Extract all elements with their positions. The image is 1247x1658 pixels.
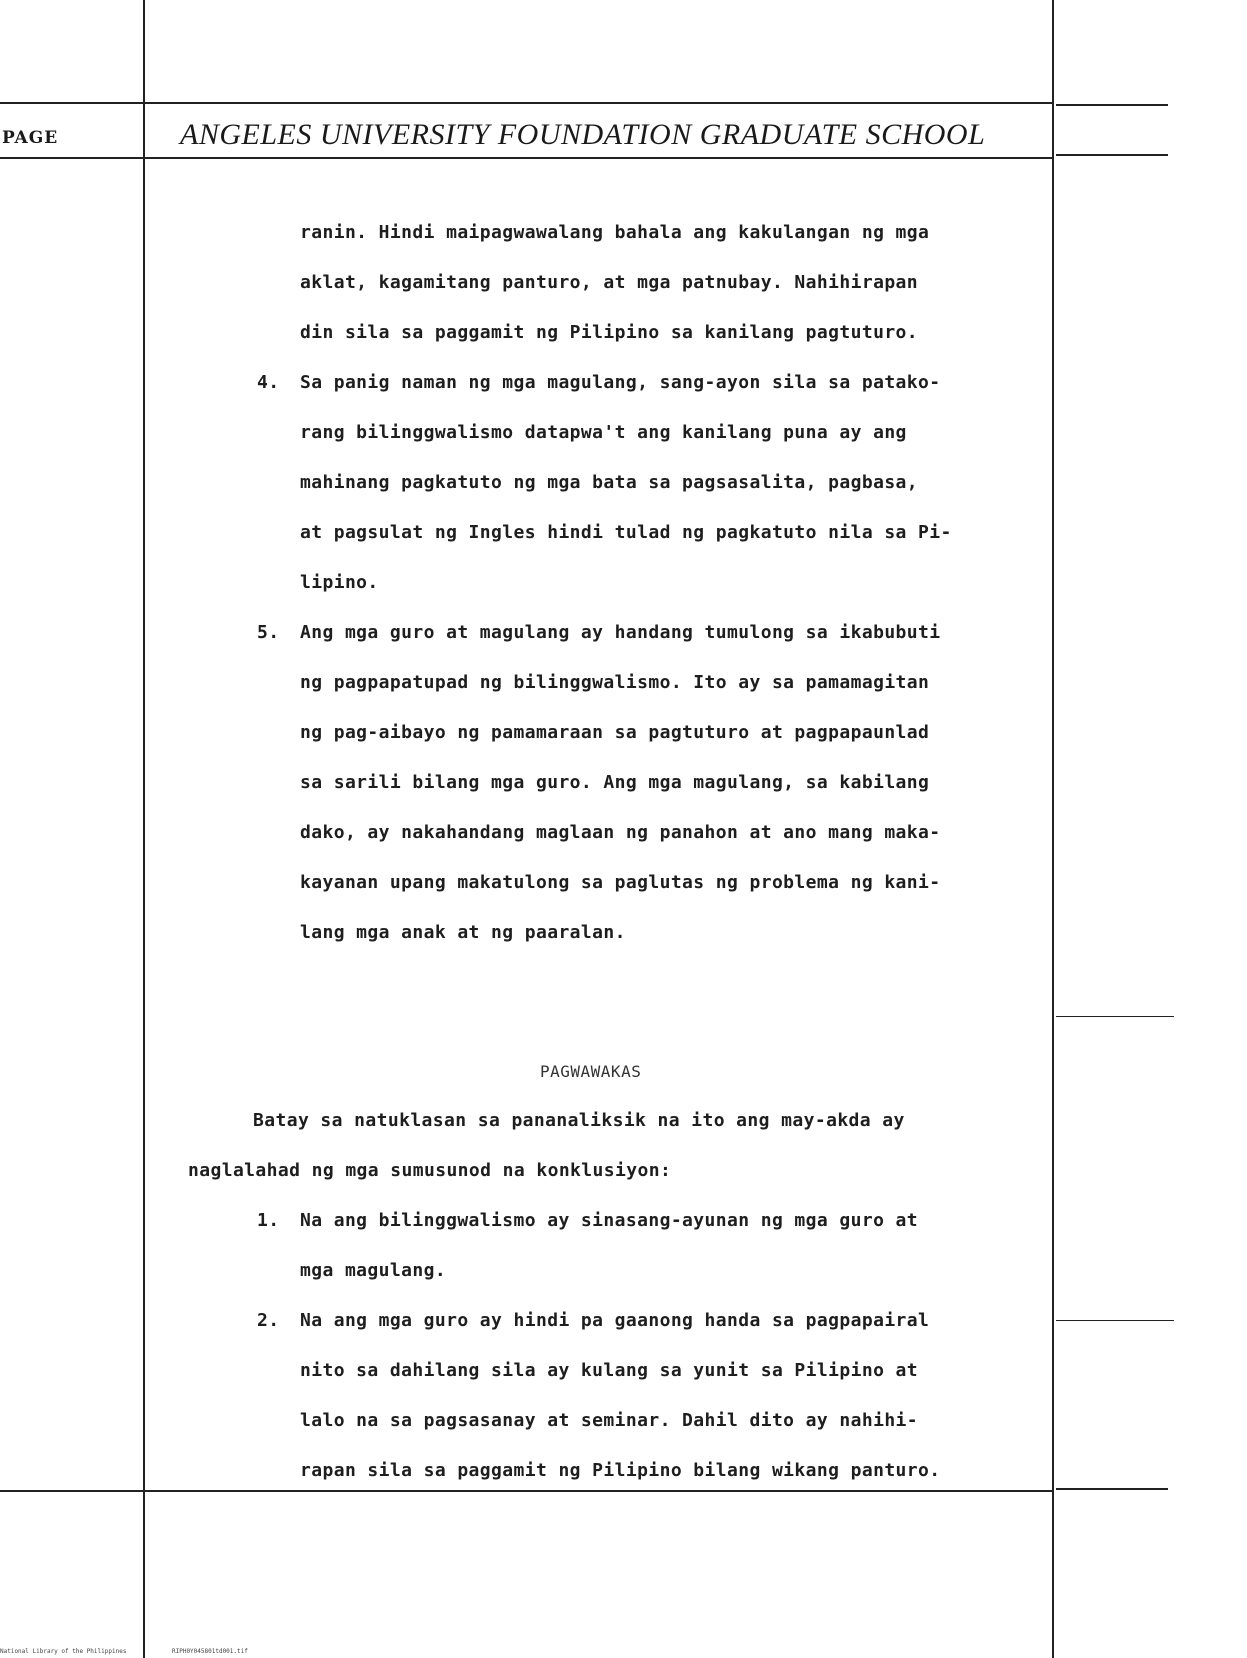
text-line: Na ang bilinggwalismo ay sinasang-ayunan ng mga guro at (300, 1210, 919, 1231)
text-line: ranin. Hindi maipagwawalang bahala ang kakulangan ng mga (300, 222, 930, 243)
footer-rule-right (1056, 1488, 1168, 1490)
text-line: lang mga anak at ng paaralan. (300, 922, 626, 943)
text-line: aklat, kagamitang panturo, at mga patnubay. Nahihirapan (300, 272, 919, 293)
text-line: Batay sa natuklasan sa pananaliksik na ito ang may-akda ay (253, 1110, 905, 1131)
text-line: Ang mga guro at magulang ay handang tumulong sa ikabubuti (300, 622, 941, 643)
text-line: rang bilinggwalismo datapwa't ang kanilang puna ay ang (300, 422, 907, 443)
text-line: sa sarili bilang mga guro. Ang mga magulang, sa kabilang (300, 772, 930, 793)
text-line: Sa panig naman ng mga magulang, sang-ayon sila sa patako- (300, 372, 941, 393)
text-line: nito sa dahilang sila ay kulang sa yunit sa Pilipino at (300, 1360, 919, 1381)
text-line: ng pag-aibayo ng pamamaraan sa pagtuturo at pagpapaunlad (300, 722, 930, 743)
text-line: Na ang mga guro ay hindi pa gaanong handa sa pagpapairal (300, 1310, 930, 1331)
header-top-rule-right (1056, 104, 1168, 106)
page-label: PAGE (2, 128, 59, 148)
text-line: dako, ay nakahandang maglaan ng panahon at ano mang maka- (300, 822, 941, 843)
text-line: mga magulang. (300, 1260, 447, 1281)
header-top-rule (0, 102, 1052, 104)
scan-footer-source: National Library of the Philippines (0, 1648, 127, 1655)
conclusion-number: 2. (257, 1310, 280, 1331)
text-line: ng pagpapatupad ng bilinggwalismo. Ito ay sa pamamagitan (300, 672, 930, 693)
scan-footer-filename: RIPH0Y045801td001.tif (172, 1648, 248, 1655)
header-bottom-rule (0, 157, 1052, 159)
text-line: rapan sila sa paggamit ng Pilipino bilang wikang panturo. (300, 1460, 941, 1481)
text-line: at pagsulat ng Ingles hindi tulad ng pagkatuto nila sa Pi- (300, 522, 952, 543)
left-margin-rule (143, 0, 145, 1658)
finding-number: 4. (257, 372, 280, 393)
section-heading: PAGWAWAKAS (540, 1062, 642, 1081)
text-line: mahinang pagkatuto ng mga bata sa pagsasalita, pagbasa, (300, 472, 919, 493)
right-margin-rule (1052, 0, 1054, 1658)
page-title: ANGELES UNIVERSITY FOUNDATION GRADUATE SCHOOL (180, 118, 986, 151)
text-line: lalo na sa pagsasanay at seminar. Dahil dito ay nahihi- (300, 1410, 919, 1431)
margin-tick (1056, 1320, 1174, 1321)
text-line: kayanan upang makatulong sa paglutas ng problema ng kani- (300, 872, 941, 893)
margin-tick (1056, 1016, 1174, 1017)
text-line: lipino. (300, 572, 379, 593)
text-line: din sila sa paggamit ng Pilipino sa kanilang pagtuturo. (300, 322, 919, 343)
text-line: naglalahad ng mga sumusunod na konklusiyon: (188, 1160, 672, 1181)
header-bottom-rule-right (1056, 154, 1168, 156)
finding-number: 5. (257, 622, 280, 643)
footer-rule (0, 1490, 1052, 1492)
conclusion-number: 1. (257, 1210, 280, 1231)
